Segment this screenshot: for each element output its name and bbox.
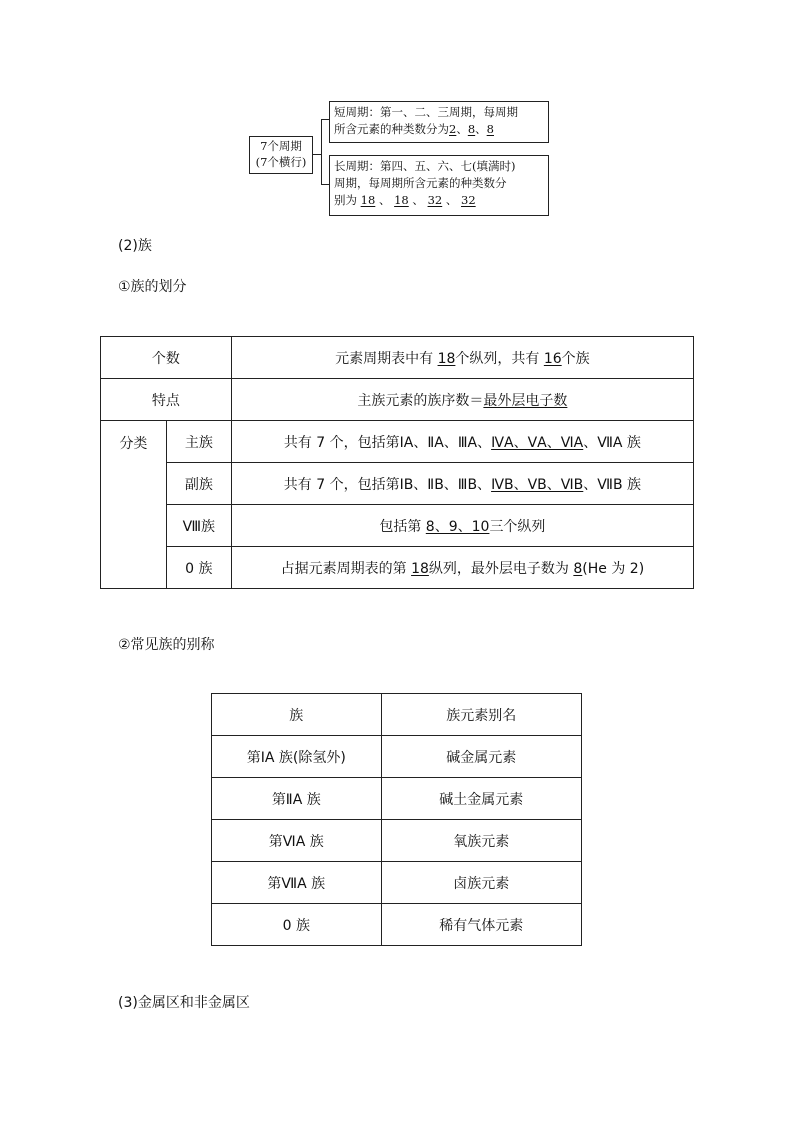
connector (321, 184, 329, 185)
period-root-line1: 7个周期 (260, 139, 302, 153)
table-row (101, 379, 694, 421)
row-value-feature (231, 379, 693, 421)
table-row (101, 337, 694, 379)
group-division-table (100, 336, 694, 589)
subheading-division: ①族的划分 (118, 279, 187, 295)
text: 、ⅦB 族 (583, 476, 642, 493)
long-period-prefix: 别为 (334, 193, 357, 207)
period-root-line2: (7个横行) (255, 155, 307, 169)
text: (He 为 2) (582, 560, 645, 577)
text: 元素周期表中有 (335, 350, 438, 367)
answer-main-groups: ⅣA、ⅤA、ⅥA (491, 434, 584, 451)
text: 共有 7 个，包括第ⅠB、ⅡB、ⅢB、 (283, 476, 492, 493)
answer-outer-electrons: 最外层电子数 (483, 392, 568, 409)
answer-groups: 16 (543, 350, 562, 367)
table-row (101, 421, 694, 463)
table-row (212, 736, 582, 778)
text: 三个纵列 (489, 518, 546, 535)
long-value-1: 18 (360, 193, 376, 207)
answer-viii-columns: 8、9、10 (425, 518, 490, 535)
long-period-box (329, 155, 549, 216)
cell-alias: 稀有气体元素 (381, 904, 581, 946)
table-row (212, 778, 582, 820)
cell-alias: 氧族元素 (381, 820, 581, 862)
text: 占据元素周期表的第 (280, 560, 412, 577)
subheading-aliases: ②常见族的别称 (118, 637, 215, 653)
table-row (101, 505, 694, 547)
cell-group: 第ⅥA 族 (212, 820, 382, 862)
long-value-3: 32 (427, 193, 443, 207)
text: 包括第 (379, 518, 426, 535)
table-row (212, 820, 582, 862)
row-label-count: 个数 (101, 337, 232, 379)
connector (321, 119, 329, 120)
cell-group: 第ⅦA 族 (212, 862, 382, 904)
text: 主族元素的族序数＝ (357, 392, 484, 409)
table-row (101, 463, 694, 505)
cell-alias: 卤族元素 (381, 862, 581, 904)
short-value-3: 8 (486, 122, 494, 136)
row-value-sub (231, 463, 693, 505)
short-period-box (329, 101, 549, 143)
short-value-1: 2 (449, 122, 457, 136)
row-value-main (231, 421, 693, 463)
short-value-2: 8 (467, 122, 476, 136)
long-value-4: 32 (461, 193, 476, 207)
long-period-line2: 周期，每周期所含元素的种类数分 (334, 176, 507, 190)
row-label-feature: 特点 (101, 379, 232, 421)
answer-columns: 18 (437, 350, 456, 367)
period-root-box (249, 136, 313, 174)
row-value-viii (231, 505, 693, 547)
text: 、ⅦA 族 (583, 434, 641, 451)
row-label-sub: 副族 (166, 463, 231, 505)
row-label-viii: Ⅷ族 (166, 505, 231, 547)
row-label-class: 分类 (101, 421, 167, 589)
section-heading-metal: (3)金属区和非金属区 (118, 995, 250, 1011)
header-group: 族 (212, 694, 382, 736)
row-value-zero (231, 547, 693, 589)
answer-sub-groups: ⅣB、ⅤB、ⅥB (491, 476, 584, 493)
section-heading-zu: (2)族 (118, 238, 152, 254)
table-row (212, 904, 582, 946)
cell-group: 第ⅠA 族(除氢外) (212, 736, 382, 778)
text: 个纵列，共有 (455, 350, 544, 367)
header-alias: 族元素别名 (381, 694, 581, 736)
table-row (101, 547, 694, 589)
cell-alias: 碱土金属元素 (381, 778, 581, 820)
group-alias-table (211, 693, 582, 946)
answer-zero-column: 18 (411, 560, 429, 577)
answer-zero-electrons: 8 (573, 560, 583, 577)
cell-alias: 碱金属元素 (381, 736, 581, 778)
long-period-line3: 别为 18 、 18 、 32 、 32 (334, 193, 476, 207)
short-period-prefix: 所含元素的种类数分为 (334, 122, 449, 136)
text: 纵列，最外层电子数为 (428, 560, 574, 577)
cell-group: 0 族 (212, 904, 382, 946)
row-label-main: 主族 (166, 421, 231, 463)
text: 个族 (561, 350, 590, 367)
short-period-line1: 短周期：第一、二、三周期，每周期 (334, 105, 518, 119)
long-period-line1: 长周期：第四、五、六、七(填满时) (334, 159, 516, 173)
long-value-2: 18 (394, 193, 409, 207)
text: 共有 7 个，包括第ⅠA、ⅡA、ⅢA、 (283, 434, 492, 451)
table-header-row (212, 694, 582, 736)
connector (321, 119, 322, 185)
row-label-zero: 0 族 (166, 547, 231, 589)
row-value-count (231, 337, 693, 379)
short-period-line2: 所含元素的种类数分为2、8、8 (334, 122, 494, 136)
table-row (212, 862, 582, 904)
cell-group: 第ⅡA 族 (212, 778, 382, 820)
